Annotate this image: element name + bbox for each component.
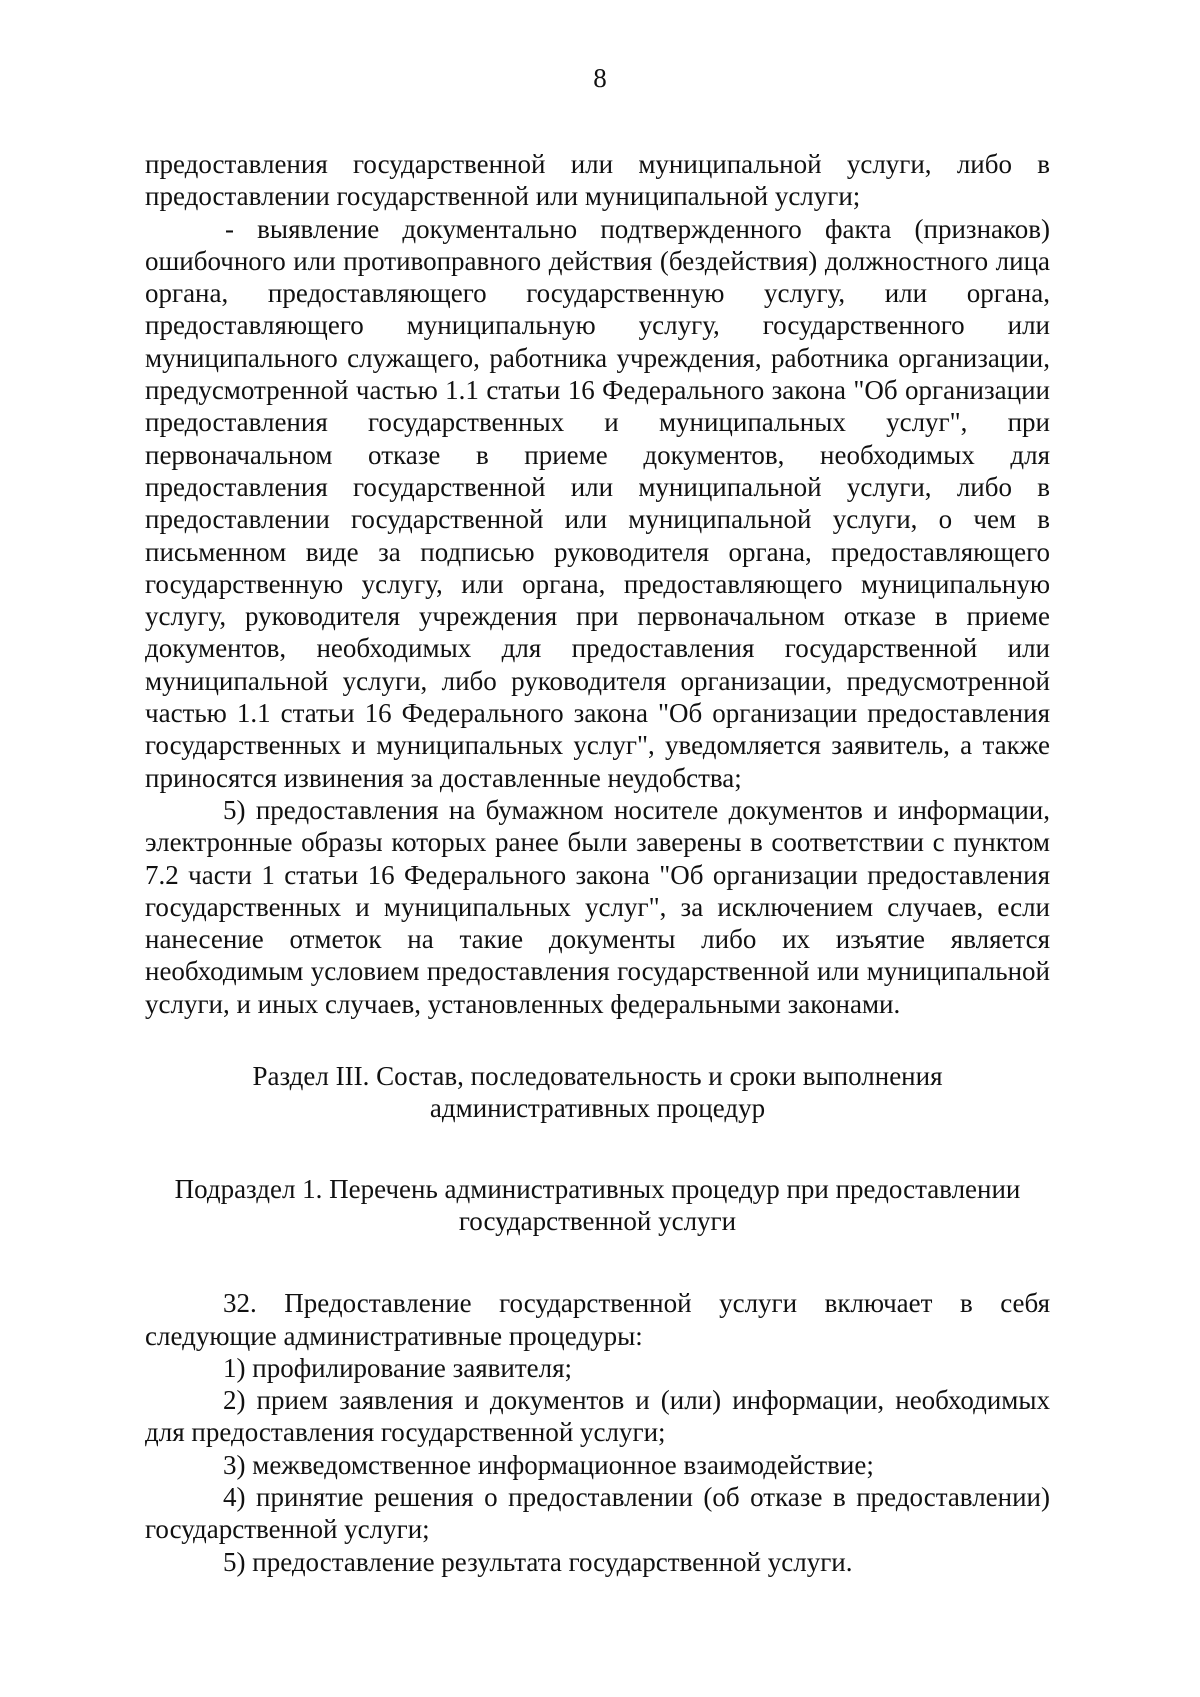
section-heading — [145, 1060, 1050, 1125]
paragraph-continuation: предоставления государственной или муниципальной услуги, либо в предоставлении государственной или муниципальной услуги; — [145, 149, 1050, 212]
subsection-heading-line-2: государственной услуги — [458, 1205, 737, 1236]
clause-32-intro: 32. Предоставление государственной услуги включает в себя следующие административные процедуры: — [145, 1288, 1050, 1351]
paragraph-violation-bullet: - выявление документально подтвержденного факта (признаков) ошибочного или противоправного действия (бездействия) должностного лица органа, предоставляющего государственную услугу, или органа, предоставляющего муниципальную услугу, государственного или муниципального служащего, работника учреждения, работника организации, предусмотренной частью 1.1 статьи 16 Федерального закона "Об организации предоставления государственных и муниципальных услуг", при первоначальном отказе в приеме документов, необходимых для предоставления государственной или муниципальной услуги, либо в предоставлении государственной или муниципальной услуги, о чем в письменном виде за подписью руководителя органа, предоставляющего государственную услугу, или органа, предоставляющего муниципальную услугу, руководителя учреждения при первоначальном отказе в приеме документов, необходимых для предоставления государственной или муниципальной услуги, либо руководителя организации, предусмотренной частью 1.1 статьи 16 Федерального закона "Об организации предоставления государственных и муниципальных услуг", уведомляется заявитель, а также приносятся извинения за доставленные неудобства; — [145, 213, 1050, 793]
clause-32-item-2: 2) прием заявления и документов и (или) информации, необходимых для предоставления государственной услуги; — [145, 1385, 1050, 1448]
paragraph-item-5: 5) предоставления на бумажном носителе документов и информации, электронные образы которых ранее были заверены в соответствии с пунктом 7.2 части 1 статьи 16 Федерального закона "Об организации предоставления государственных и муниципальных услуг", за исключением случаев, если нанесение отметок на такие документы либо их изъятие является необходимым условием предоставления государственной или муниципальной услуги, и иных случаев, установленных федеральными законами. — [145, 794, 1050, 1019]
clause-32-item-4: 4) принятие решения о предоставлении (об отказе в предоставлении) государственной услуги; — [145, 1481, 1050, 1545]
subsection-heading — [145, 1173, 1050, 1238]
clause-32-item-3: 3) межведомственное информационное взаимодействие; — [223, 1449, 874, 1480]
section-heading-line-1: Раздел III. Состав, последовательность и сроки выполнения — [252, 1061, 943, 1092]
clause-32-item-5: 5) предоставление результата государственной услуги. — [223, 1546, 853, 1577]
page-number: 8 — [593, 63, 607, 93]
subsection-heading-line-1: Подраздел 1. Перечень административных процедур при предоставлении — [174, 1173, 1021, 1204]
document-body — [145, 148, 1050, 1578]
clause-32-item-1: 1) профилирование заявителя; — [223, 1352, 573, 1383]
section-heading-line-2: административных процедур — [429, 1093, 766, 1124]
